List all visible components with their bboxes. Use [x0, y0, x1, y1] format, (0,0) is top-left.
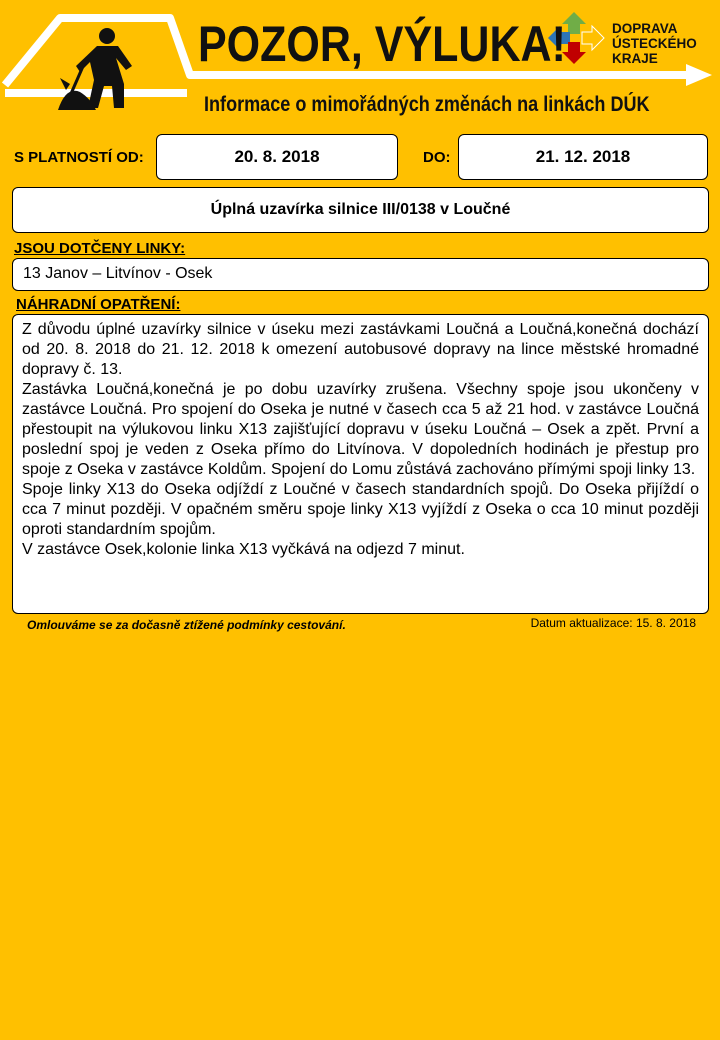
measures-paragraph: Zastávka Loučná,konečná je po dobu uzavírky zrušena. Všechny spoje jsou ukončeny v zastávce Loučná. Pro spojení do Oseka je nutné v časech cca 5 až 21 hod. v zastávce Loučná přestoupit na výlukovou linku X13 zajišťující dopravu v úseku Loučná – Osek a zpět. První a poslední spoj je veden z Oseka přímo do Litvínova. V dopoledních hodinách je přestup pro spoje z Oseka v zastávce Koldům. Spojení do Lomu zůstává zachováno přímými spoji linky 13.	[22, 381, 699, 478]
affected-lines-value: 13 Janov – Litvínov - Osek	[23, 265, 213, 282]
measures-paragraph: Spoje linky X13 do Oseka odjíždí z Loučné v časech standardních spojů. Do Oseka přijíždí o cca 7 minut později. V opačném směru spoje linky X13 vyjíždí z Oseka o cca 10 minut později oproti standardním spojům.	[22, 481, 699, 538]
valid-from-box	[156, 134, 398, 180]
affected-lines-box	[12, 258, 709, 291]
roadworks-worker-icon	[58, 28, 132, 110]
apology-note: Omlouváme se za dočasně ztížené podmínky cestování.	[27, 618, 346, 632]
brand-line: KRAJE	[612, 51, 658, 66]
update-date: Datum aktualizace: 15. 8. 2018	[530, 616, 696, 630]
measures-paragraph: V zastávce Osek,kolonie linka X13 vyčkává na odjezd 7 minut.	[22, 541, 465, 558]
measures-paragraph: Z důvodu úplné uzavírky silnice v úseku mezi zastávkami Loučná a Loučná,konečná dochází od 20. 8. 2018 do 21. 12. 2018 k omezení autobusové dopravy na lince městské hromadné dopravy č. 13.	[22, 321, 699, 378]
page-title: POZOR, VÝLUKA!	[198, 16, 566, 72]
valid-to-value: 21. 12. 2018	[535, 147, 631, 166]
measures-box	[12, 314, 709, 614]
brand-line: ÚSTECKÉHO	[612, 36, 697, 51]
valid-from-value: 20. 8. 2018	[234, 147, 320, 166]
subject-box	[12, 187, 709, 233]
valid-to-label: DO:	[423, 149, 451, 166]
valid-to-box	[458, 134, 708, 180]
subject-text: Úplná uzavírka silnice III/0138 v Loučné	[210, 201, 511, 218]
valid-from-label: S PLATNOSTÍ OD:	[14, 149, 144, 166]
page-subtitle: Informace o mimořádných změnách na linkách DÚK	[204, 93, 650, 116]
header-banner	[0, 0, 720, 125]
measures-label: NÁHRADNÍ OPATŘENÍ:	[16, 296, 181, 313]
affected-lines-label: JSOU DOTČENY LINKY:	[14, 240, 186, 257]
brand-line: DOPRAVA	[612, 21, 678, 36]
brand-name	[612, 21, 697, 66]
